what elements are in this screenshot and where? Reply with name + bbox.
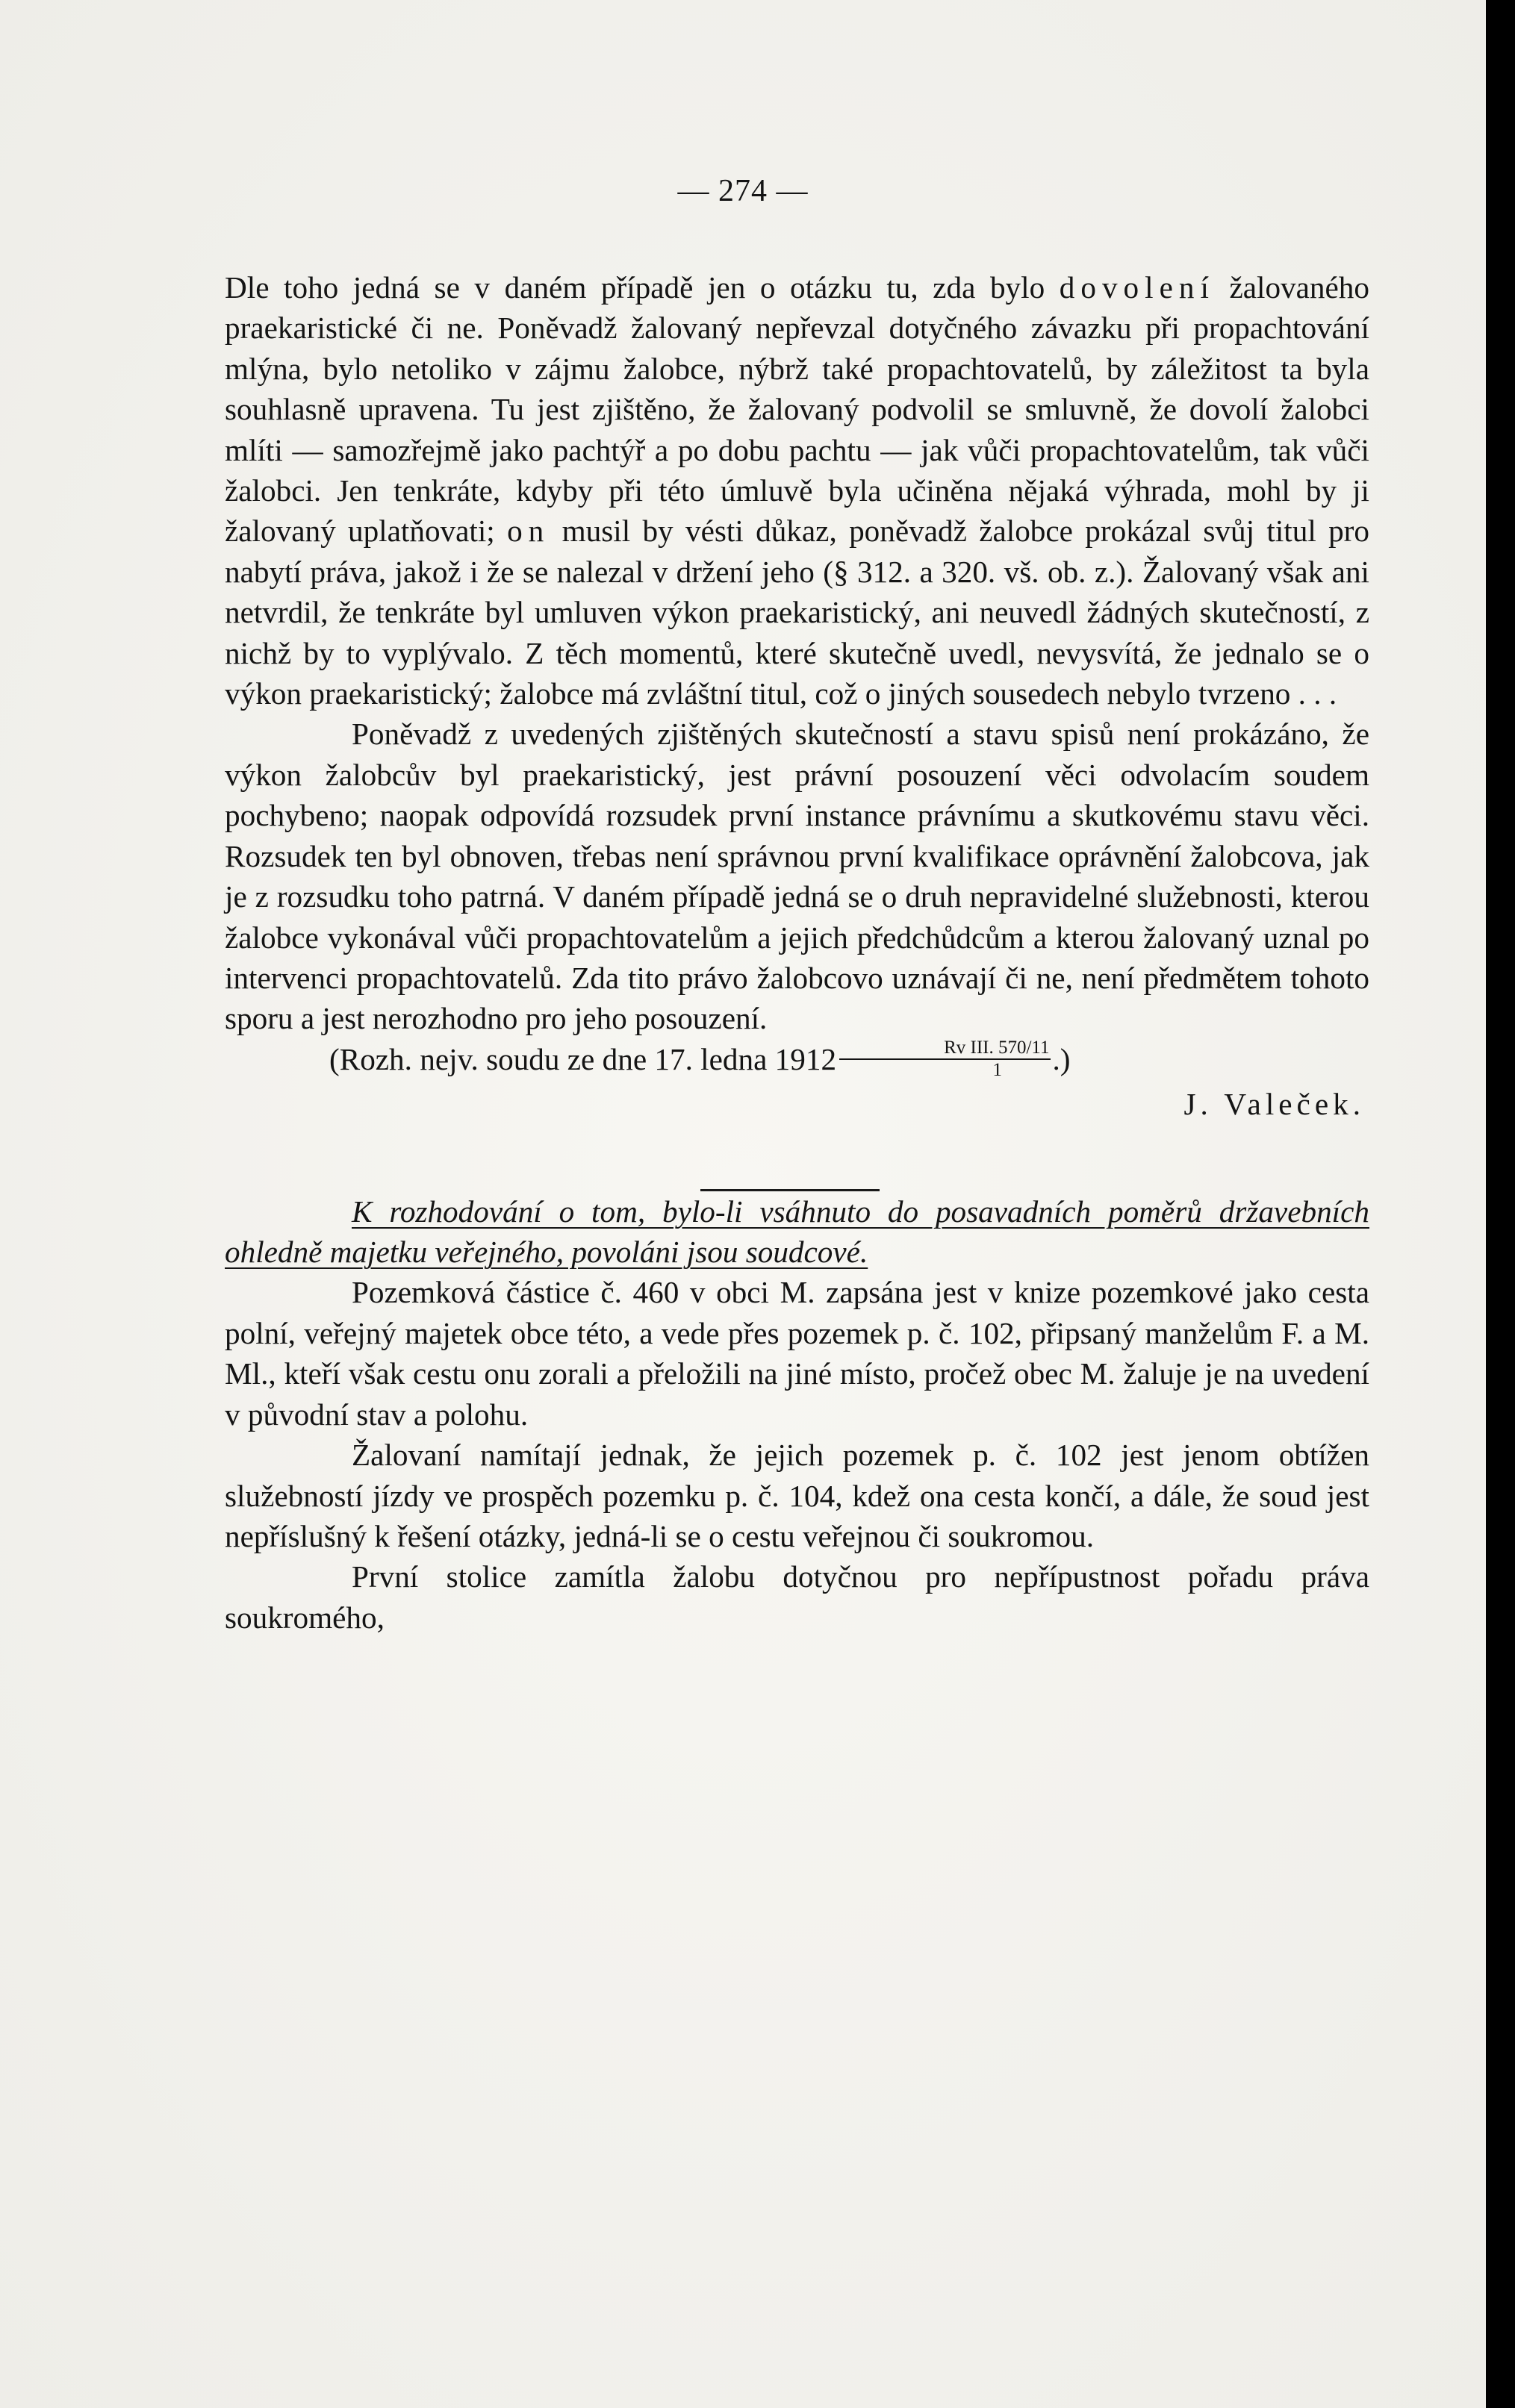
citation-denominator: 1 <box>992 1060 1003 1081</box>
paragraph-5: První stolice zamítla žalobu dotyčnou pro nepřípustnost pořadu práva soukromého, <box>225 1559 1369 1635</box>
citation-numerator: Rv III. 570/11 <box>839 1038 1051 1060</box>
emphasized-word: on <box>507 514 550 549</box>
author-signature: J. Valeček. <box>1183 1087 1365 1122</box>
section-divider <box>700 1189 880 1191</box>
paragraph-4: Žalovaní namítají jednak, že jejich pozemek p. č. 102 jest jenom obtížen služebností jízdy ve prospěch pozemku p. č. 104, kdež ona cesta končí, a dále, že soud jest nepříslušný k řešení otázky, jedná-li se o cestu veřejnou či soukromou. <box>225 1438 1369 1553</box>
section-heading: K rozhodování o tom, bylo-li vsáhnuto do posavadních poměrů državebních ohledně majetku veřejného, povoláni jsou soudcové. <box>225 1194 1369 1270</box>
text-run: Dle toho jedná se v daném případě jen o otázku tu, zda bylo <box>225 270 1060 305</box>
citation-prefix: (Rozh. nejv. soudu ze dne 17. ledna 1912 <box>329 1041 837 1076</box>
page-content <box>225 267 1369 1638</box>
citation-suffix: .) <box>1052 1041 1071 1076</box>
text-run: musil by vésti důkaz, poněvadž žalobce prokázal svůj titul pro nabytí práva, jakož i že se nalezal v držení jeho (§ 312. a 320. vš. ob. z.). Žalovaný však ani netvrdil, že tenkráte byl umluven výkon praekaristický, ani neuvedl žádných skutečností, z nichž by to vyplývalo. Z těch momentů, které skutečně uvedl, nevysvítá, že jednalo se o výkon praekaristický; žalobce má zvláštní titul, což o jiných sousedech nebylo tvrzeno . . . <box>225 514 1369 711</box>
citation <box>225 1039 1369 1085</box>
paragraph-3: Pozemková částice č. 460 v obci M. zapsána jest v knize pozemkové jako cesta polní, veřejný majetek obce této, a vede přes pozemek p. č. 102, připsaný manželům F. a M. Ml., kteří však cestu onu zorali a přeložili na jiné místo, pročež obec M. žaluje je na uvedení v původní stav a polohu. <box>225 1275 1369 1432</box>
text-run: žalovaného praekaristické či ne. Poněvadž žalovaný nepřevzal dotyčného závazku při propachtování mlýna, bylo netoliko v zájmu žalobce, nýbrž také propachtovatelů, by záležitost ta byla souhlasně upravena. Tu jest zjištěno, že žalovaný podvolil se smluvně, že dovolí žalobci mlíti — samozřejmě jako pachtýř a po dobu pachtu — jak vůči propachtovatelům, tak vůči žalobci. Jen tenkráte, kdyby při této úmluvě byla učiněna nějaká výhrada, mohl by ji žalovaný uplatňovati; <box>225 270 1369 549</box>
paragraph-2: Poněvadž z uvedených zjištěných skutečností a stavu spisů není prokázáno, že výkon žalobcův byl praekaristický, jest právní posouzení věci odvolacím soudem pochybeno; naopak odpovídá rozsudek první instance právnímu a skutkovému stavu věci. Rozsudek ten byl obnoven, třebas není správnou první kvalifikace oprávnění žalobcova, jak je z rozsudku toho patrná. V daném případě jedná se o druh nepravidelné služebnosti, kterou žalobce vykonával vůči propachtovatelům a jejich předchůdcům a kterou žalovaný uznal po intervenci propachtovatelů. Zda tito právo žalobcovo uznávají či ne, není předmětem tohoto sporu a jest nerozhodno pro jeho posouzení. <box>225 717 1369 1036</box>
citation-fraction <box>839 1038 1051 1081</box>
emphasized-word: dovolení <box>1059 270 1215 305</box>
page-number: — 274 — <box>677 174 809 208</box>
paragraph-1 <box>225 267 1369 714</box>
